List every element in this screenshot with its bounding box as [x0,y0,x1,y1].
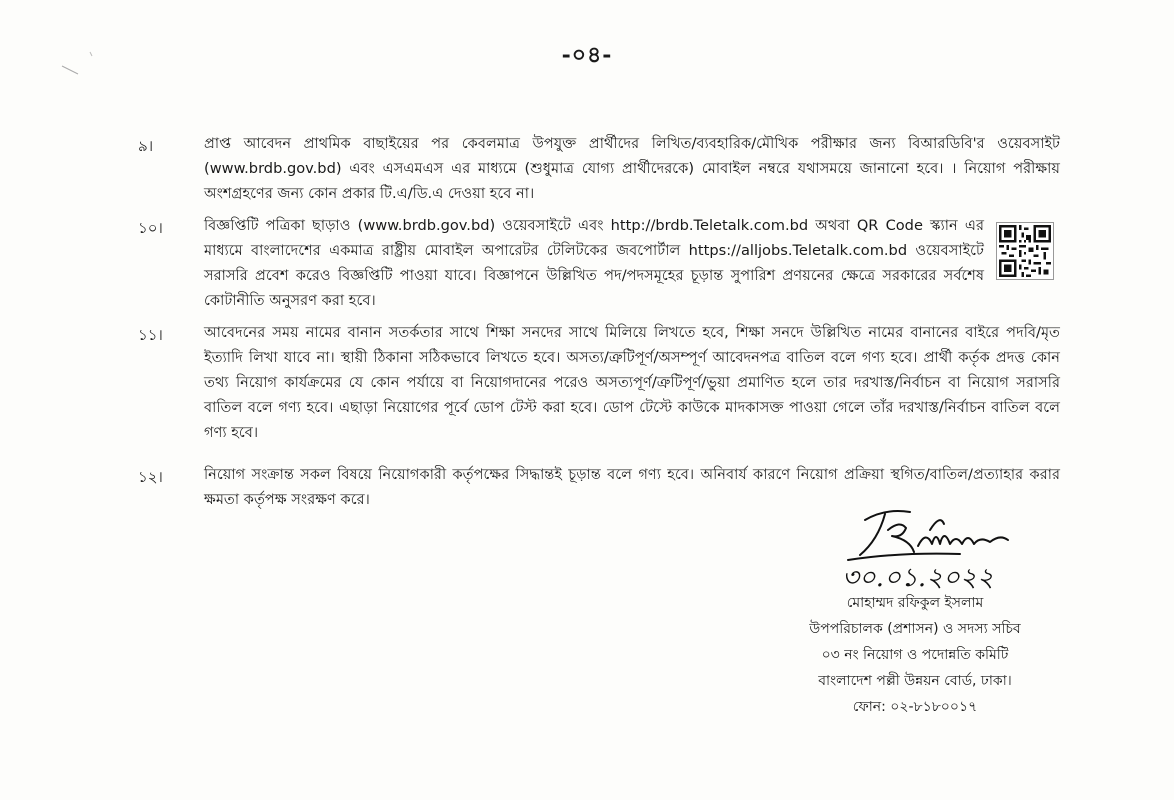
item-text: প্রাপ্ত আবেদন প্রাথমিক বাছাইয়ের পর কেবলমাত্র উপযুক্ত প্রার্থীদের লিখিত/ব্যবহারিক/মৌখিক পরীক্ষার জন্য বিআরডিবি'র ওয়েবসাইট (www.brdb.gov.bd) এবং এসএমএস এর মাধ্যমে (শুধুমাত্র যোগ্য প্রার্থীদেরকে) মোবাইল নম্বরে যথাসময়ে জানানো হবে। । নিয়োগ পরীক্ষায় অংশগ্রহণের জন্য কোন প্রকার টি.এ/ডি.এ দেওয়া হবে না। [204,135,1060,202]
handwritten-signature [840,500,1040,590]
item-text: নিয়োগ সংক্রান্ত সকল বিষয়ে নিয়োগকারী কর্তৃপক্ষের সিদ্ধান্তই চূড়ান্ত বলে গণ্য হবে। অনিবার্য কারণে নিয়োগ প্রক্রিয়া স্থগিত/বাতিল/প্রত্যাহার করার ক্ষমতা কর্তৃপক্ষ সংরক্ষণ করে। [204,466,1060,508]
phone-number: ফোন: ০২-৮১৮০০১৭ [852,699,978,715]
item-number: ১২। [138,468,163,486]
item-number: ১১। [138,326,163,344]
handwritten-date: ৩০.০১.২০২২ [842,563,994,590]
qr-code-icon [996,222,1054,280]
organization-name: বাংলাদেশ পল্লী উন্নয়ন বোর্ড, ঢাকা। [818,673,1012,689]
page-number: -০৪- [561,42,613,68]
item-text: আবেদনের সময় নামের বানান সতর্কতার সাথে শিক্ষা সনদের সাথে মিলিয়ে লিখতে হবে, শিক্ষা সনদে উল্লিখিত নামের বানানের বাইরে পদবি/মৃত ইত্যাদি লিখা যাবে না। স্থায়ী ঠিকানা সঠিকভাবে লিখতে হবে। অসত্য/ত্রুটিপূর্ণ/অসম্পূর্ণ আবেদনপত্র বাতিল বলে গণ্য হবে। প্রার্থী কর্তৃক প্রদত্ত কোন তথ্য নিয়োগ কার্যক্রমের যে কোন পর্যায়ে বা নিয়োগদানের পরেও অসত্যপূর্ণ/ত্রুটিপূর্ণ/ভুয়া প্রমাণিত হলে তার দরখাস্ত/নির্বাচন বা নিয়োগ সরাসরি বাতিল বলে গণ্য হবে। এছাড়া নিয়োগের পূর্বে ডোপ টেস্ট করা হবে। ডোপ টেস্টে কাউকে মাদকাসক্ত পাওয়া গেলে তাঁর দরখাস্ত/নির্বাচন বাতিল বলে গণ্য হবে। [204,324,1060,441]
signatory-designation: উপপরিচালক (প্রশাসন) ও সদস্য সচিব [809,621,1021,637]
signature-block [760,590,1070,720]
item-text: বিজ্ঞপ্তিটি পত্রিকা ছাড়াও (www.brdb.gov.bd) ওয়েবসাইটে এবং http://brdb.Teletalk.com.bd অথবা QR Code স্ক্যান এর মাধ্যমে বাংলাদেশের একমাত্র রাষ্ট্রীয় মোবাইল অপারেটর টেলিটকের জবপোর্টাল https://alljobs.Teletalk.com.bd ওয়েবসাইটে সরাসরি প্রবেশ করেও বিজ্ঞপ্তিটি পাওয়া যাবে। বিজ্ঞাপনে উল্লিখিত পদ/পদসমূহের চূড়ান্ত সুপারিশ প্রণয়নের ক্ষেত্রে সরকারের সর্বশেষ কোটানীতি অনুসরণ করা হবে। [204,217,984,309]
scan-mark [60,48,100,78]
signatory-name: মোহাম্মদ রফিকুল ইসলাম [846,595,984,611]
item-number: ১০। [138,219,163,237]
item-number: ৯। [138,137,154,155]
committee-name: ০৩ নং নিয়োগ ও পদোন্নতি কমিটি [821,647,1009,663]
